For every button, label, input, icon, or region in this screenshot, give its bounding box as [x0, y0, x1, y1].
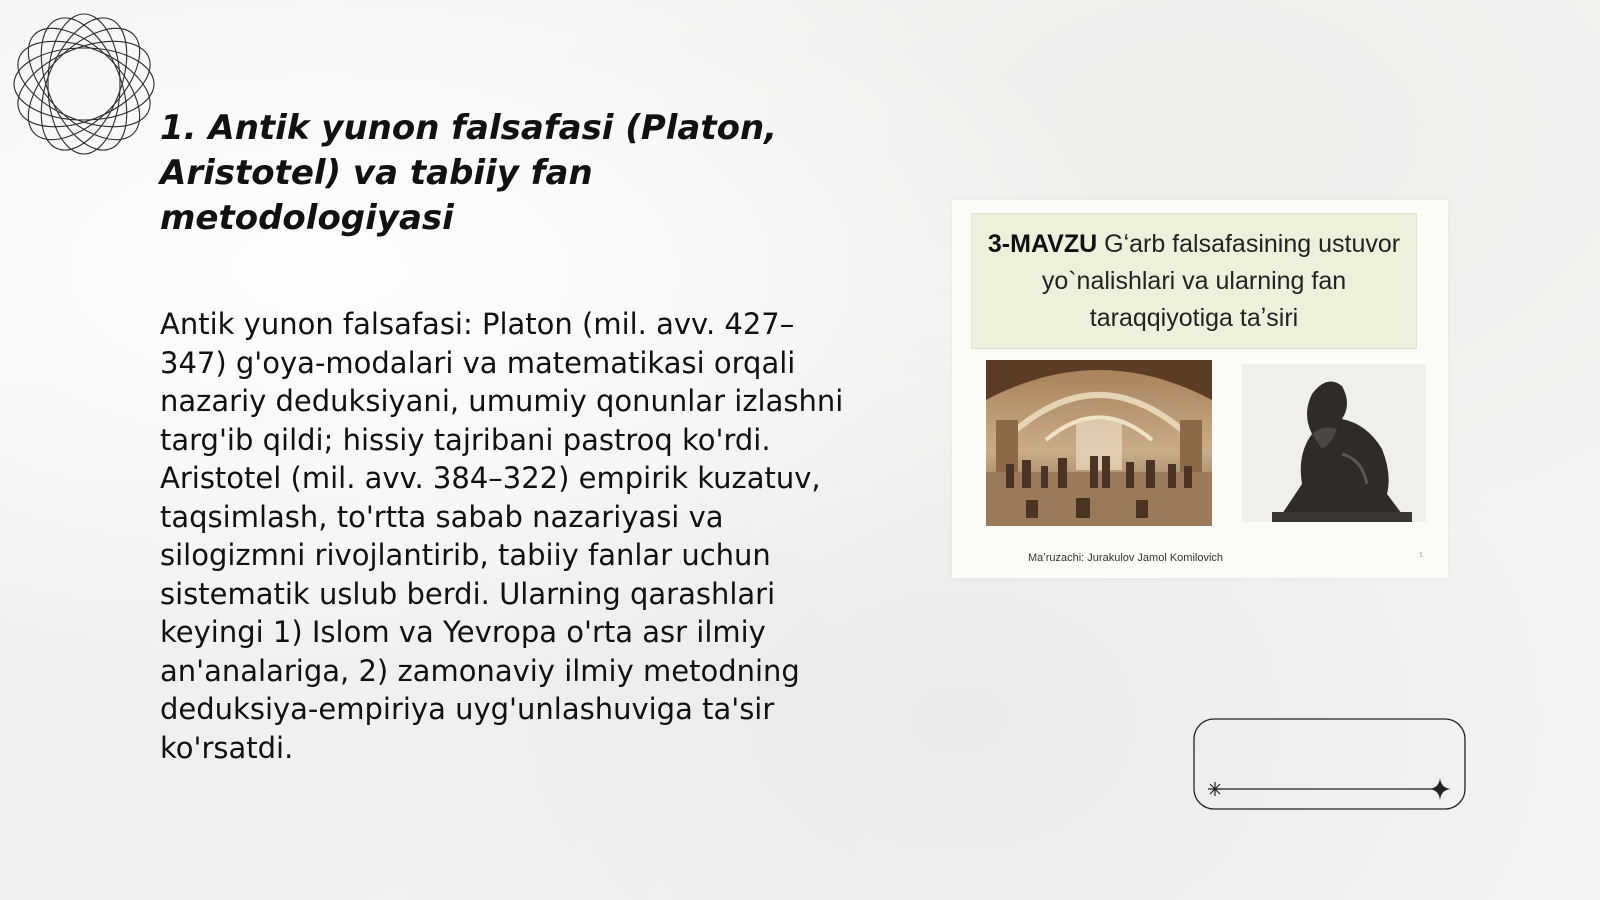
slide-body-text: Antik yunon falsafasi: Platon (mil. avv. 427–347) g'oya-modalari va matematikasi orqali nazariy deduksiyani, umumiy qonunlar izlashni targ'ib qildi; hissiy tajribani pastroq ko'rdi. Aristotel (mil. avv. 384–322) empirik kuzatuv, taqsimlash, to'rtta sabab nazariyasi va silogizmni rivojlantirib, tabiiy fanlar uchun sistematik uslub berdi. Ularning qarashlari keyingi 1) Islom va Yevropa o'rta asr ilmiy an'analariga, 2) zamonaviy ilmiy metodning deduksiya-empiriya uyg'unlashuviga ta'sir ko'rsatdi.	[160, 307, 844, 765]
slide-title: 1. Antik yunon falsafasi (Platon, Aristotel) va tabiiy fan metodologiyasi	[160, 108, 778, 238]
thinker-sculpture	[1242, 364, 1426, 522]
spirograph-icon	[10, 10, 158, 158]
thumbnail-caption: Maʼruzachi: Jurakulov Jamol Komilovich	[1028, 552, 1224, 564]
slide-thumbnail	[952, 200, 1448, 578]
thumbnail-title	[986, 226, 1402, 337]
thumbnail-title-rest: Gʻarb falsafasining ustuvor yo`nalishlari va ularning fan taraqqiyotiga taʼsiri	[1041, 229, 1401, 332]
thumbnail-header	[971, 213, 1417, 349]
school-of-athens-painting	[986, 360, 1212, 526]
thumbnail-page-number: 1	[1419, 552, 1423, 559]
star-line-icon	[1193, 718, 1466, 810]
thumbnail-title-bold: 3-MAVZU	[987, 229, 1098, 258]
